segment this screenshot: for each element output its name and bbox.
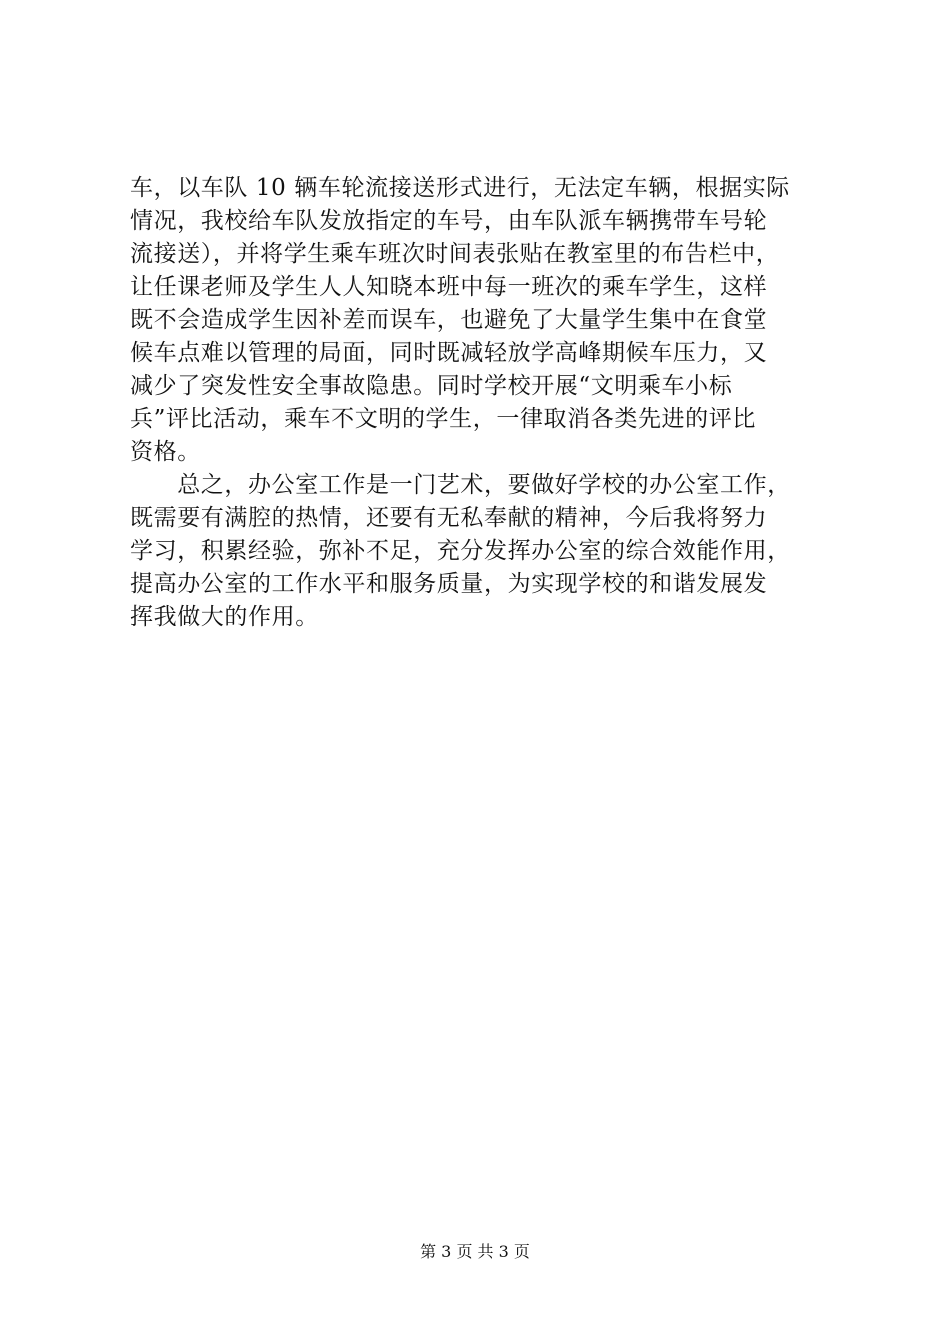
text-line: 候车点难以管理的局面，同时既减轻放学高峰期候车压力，又 [130,340,768,366]
text-line: 总之，办公室工作是一门艺术，要做好学校的办公室工作， [130,472,791,498]
text-line: 兵”评比活动，乘车不文明的学生，一律取消各类先进的评比 [130,406,756,432]
text-line: 挥我做大的作用。 [130,604,319,630]
body-text [130,172,830,634]
text-line: 流接送），并将学生乘车班次时间表张贴在教室里的布告栏中， [130,241,780,267]
text-line: 既不会造成学生因补差而误车，也避免了大量学生集中在食堂 [130,307,768,333]
text-line: 情况，我校给车队发放指定的车号，由车队派车辆携带车号轮 [130,208,768,234]
text-line: 既需要有满腔的热情，还要有无私奉献的精神，今后我将努力 [130,505,768,531]
text-line: 让任课老师及学生人人知晓本班中每一班次的乘车学生，这样 [130,274,768,300]
page-number-footer: 第 3 页 共 3 页 [420,1242,530,1261]
text-line: 提高办公室的工作水平和服务质量，为实现学校的和谐发展发 [130,571,768,597]
text-line: 车，以车队 10 辆车轮流接送形式进行，无法定车辆，根据实际 [130,175,790,201]
text-line: 资格。 [130,439,201,465]
text-line: 减少了突发性安全事故隐患。同时学校开展“文明乘车小标 [130,373,733,399]
text-line: 学习，积累经验，弥补不足，充分发挥办公室的综合效能作用， [130,538,791,564]
